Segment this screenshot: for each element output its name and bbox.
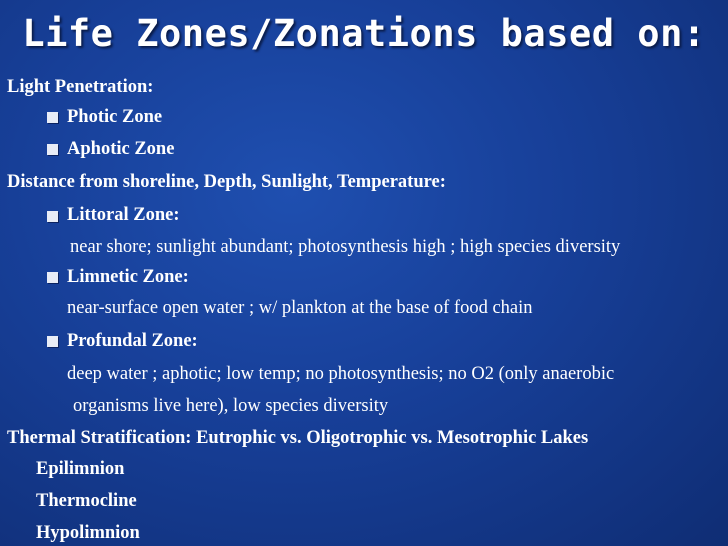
profundal-zone-name: Profundal Zone: [67, 331, 198, 351]
epilimnion-item: Epilimnion [36, 459, 125, 479]
bullet-icon [47, 336, 58, 347]
thermal-stratification-heading: Thermal Stratification: Eutrophic vs. Oligotrophic vs. Mesotrophic Lakes [7, 428, 589, 448]
profundal-zone-description-line2: organisms live here), low species diversity [73, 396, 389, 416]
profundal-zone-description-line1: deep water ; aphotic; low temp; no photosynthesis; no O2 (only anaerobic [67, 364, 615, 384]
thermocline-item: Thermocline [36, 491, 137, 511]
littoral-zone-description: near shore; sunlight abundant; photosynthesis high ; high species diversity [70, 237, 621, 257]
bullet-icon [47, 211, 58, 222]
bullet-icon [47, 112, 58, 123]
distance-heading: Distance from shoreline, Depth, Sunlight, Temperature: [7, 172, 446, 192]
littoral-zone-name: Littoral Zone: [67, 205, 180, 225]
photic-zone-item: Photic Zone [67, 107, 163, 127]
slide-title: Life Zones/Zonations based on: [22, 12, 706, 55]
limnetic-zone-name: Limnetic Zone: [67, 267, 189, 287]
bullet-icon [47, 272, 58, 283]
hypolimnion-item: Hypolimnion [36, 523, 140, 543]
bullet-icon [47, 144, 58, 155]
light-penetration-heading: Light Penetration: [7, 77, 154, 97]
limnetic-zone-description: near-surface open water ; w/ plankton at the base of food chain [67, 298, 533, 318]
aphotic-zone-item: Aphotic Zone [67, 139, 175, 159]
